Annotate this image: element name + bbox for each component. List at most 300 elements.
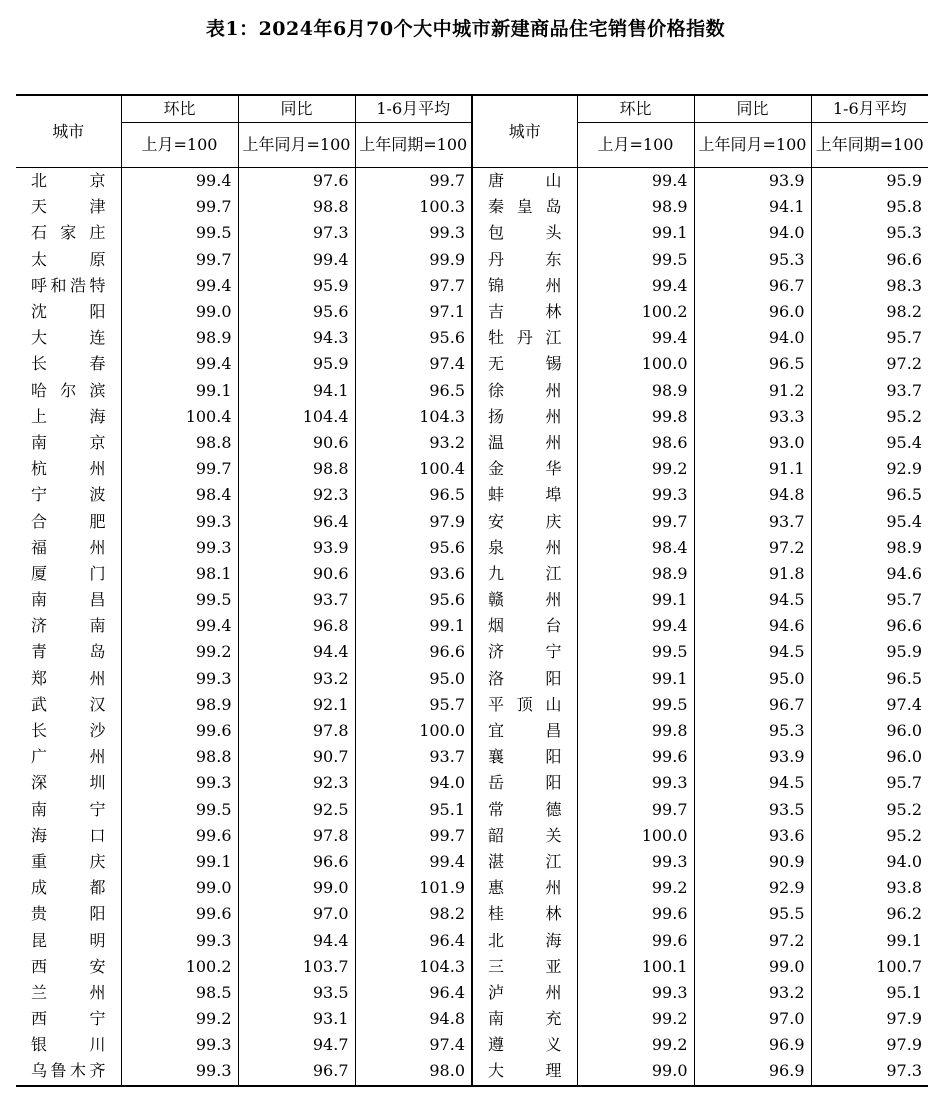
yoy-value-left: 104.4 <box>238 404 355 430</box>
avg-value-right: 96.0 <box>811 744 928 770</box>
header-avg-left: 1-6月平均 <box>355 95 472 123</box>
avg-value-right: 95.1 <box>811 980 928 1006</box>
city-name-left: 南昌 <box>31 590 106 610</box>
city-name-left: 长春 <box>31 354 106 374</box>
city-name-right: 丹东 <box>472 247 577 273</box>
mom-value-right: 99.3 <box>577 849 694 875</box>
city-name-right: 韶关 <box>472 823 577 849</box>
table-row <box>16 613 928 639</box>
yoy-value-right: 94.6 <box>694 613 811 639</box>
mom-value-left: 98.8 <box>121 744 238 770</box>
header-yoy-base-right: 上年同月=100 <box>694 123 811 168</box>
mom-value-right: 99.2 <box>577 1006 694 1032</box>
mom-value-right: 99.1 <box>577 666 694 692</box>
yoy-value-left: 98.8 <box>238 456 355 482</box>
yoy-value-left: 98.8 <box>238 194 355 220</box>
yoy-value-right: 94.0 <box>694 325 811 351</box>
mom-value-left: 99.3 <box>121 770 238 796</box>
table-title: 表1：2024年6月70个大中城市新建商品住宅销售价格指数 <box>205 18 726 40</box>
city-name-right: 南充 <box>472 1006 577 1032</box>
table-row <box>16 220 928 246</box>
avg-value-left: 94.8 <box>355 1006 472 1032</box>
city-name-right: 济宁 <box>472 639 577 665</box>
yoy-value-left: 103.7 <box>238 954 355 980</box>
avg-value-right: 96.5 <box>811 482 928 508</box>
avg-value-right: 100.7 <box>811 954 928 980</box>
avg-value-right: 95.7 <box>811 325 928 351</box>
city-name-right: 泉州 <box>472 535 577 561</box>
mom-value-left: 99.1 <box>121 849 238 875</box>
yoy-value-left: 92.5 <box>238 797 355 823</box>
table-row <box>16 561 928 587</box>
mom-value-left: 98.9 <box>121 325 238 351</box>
avg-value-right: 95.9 <box>811 168 928 195</box>
yoy-value-left: 99.0 <box>238 875 355 901</box>
table-row <box>16 587 928 613</box>
table-row <box>16 404 928 430</box>
city-name-right: 洛阳 <box>472 666 577 692</box>
table-row <box>16 927 928 953</box>
mom-value-right: 99.5 <box>577 247 694 273</box>
avg-value-left: 100.3 <box>355 194 472 220</box>
yoy-value-right: 96.0 <box>694 299 811 325</box>
mom-value-right: 99.4 <box>577 273 694 299</box>
mom-value-right: 99.5 <box>577 692 694 718</box>
mom-value-left: 99.2 <box>121 639 238 665</box>
city-name-right: 包头 <box>472 220 577 246</box>
avg-value-right: 96.5 <box>811 666 928 692</box>
city-name-left: 北京 <box>31 171 106 191</box>
avg-value-left: 95.6 <box>355 587 472 613</box>
mom-value-right: 99.3 <box>577 980 694 1006</box>
yoy-value-left: 92.3 <box>238 482 355 508</box>
yoy-value-left: 92.3 <box>238 770 355 796</box>
yoy-value-left: 90.6 <box>238 561 355 587</box>
city-name-left: 大连 <box>31 328 106 348</box>
avg-value-left: 97.9 <box>355 508 472 534</box>
avg-value-right: 96.0 <box>811 718 928 744</box>
header-avg-right: 1-6月平均 <box>811 95 928 123</box>
mom-value-right: 98.9 <box>577 378 694 404</box>
avg-value-right: 95.4 <box>811 508 928 534</box>
yoy-value-right: 96.9 <box>694 1058 811 1085</box>
mom-value-right: 99.3 <box>577 770 694 796</box>
city-name-right: 无锡 <box>472 351 577 377</box>
avg-value-left: 98.0 <box>355 1058 472 1085</box>
mom-value-right: 100.0 <box>577 351 694 377</box>
yoy-value-right: 96.7 <box>694 273 811 299</box>
yoy-value-right: 97.0 <box>694 1006 811 1032</box>
city-name-left: 上海 <box>31 406 106 426</box>
city-name-right: 唐山 <box>472 168 577 195</box>
yoy-value-left: 94.1 <box>238 378 355 404</box>
table-row <box>16 954 928 980</box>
yoy-value-left: 93.1 <box>238 1006 355 1032</box>
mom-value-left: 98.9 <box>121 692 238 718</box>
avg-value-right: 99.1 <box>811 927 928 953</box>
city-name-right: 九江 <box>472 561 577 587</box>
header-avg-base-left: 上年同期=100 <box>355 123 472 168</box>
price-index-table <box>16 94 928 1087</box>
avg-value-left: 99.7 <box>355 168 472 195</box>
table-row <box>16 718 928 744</box>
avg-value-right: 93.8 <box>811 875 928 901</box>
mom-value-left: 99.3 <box>121 927 238 953</box>
yoy-value-right: 96.7 <box>694 692 811 718</box>
table-row <box>16 273 928 299</box>
city-name-left: 合肥 <box>31 511 106 531</box>
table-body <box>16 168 928 1086</box>
avg-value-left: 96.5 <box>355 482 472 508</box>
city-name-left: 贵阳 <box>31 904 106 924</box>
mom-value-right: 100.0 <box>577 823 694 849</box>
yoy-value-right: 93.9 <box>694 744 811 770</box>
avg-value-right: 97.4 <box>811 692 928 718</box>
city-name-right: 平顶山 <box>472 692 577 718</box>
avg-value-right: 95.3 <box>811 220 928 246</box>
city-name-left: 沈阳 <box>31 302 106 322</box>
mom-value-left: 99.5 <box>121 587 238 613</box>
yoy-value-right: 93.3 <box>694 404 811 430</box>
table-row <box>16 666 928 692</box>
city-name-left: 海口 <box>31 825 106 845</box>
yoy-value-left: 92.1 <box>238 692 355 718</box>
avg-value-right: 94.6 <box>811 561 928 587</box>
mom-value-right: 98.9 <box>577 561 694 587</box>
table-row <box>16 1006 928 1032</box>
yoy-value-left: 94.3 <box>238 325 355 351</box>
city-name-left: 石家庄 <box>31 223 106 243</box>
city-name-left: 重庆 <box>31 851 106 871</box>
mom-value-left: 99.0 <box>121 875 238 901</box>
mom-value-right: 99.6 <box>577 744 694 770</box>
yoy-value-right: 91.1 <box>694 456 811 482</box>
mom-value-left: 99.3 <box>121 508 238 534</box>
city-name-right: 遵义 <box>472 1032 577 1058</box>
yoy-value-left: 99.4 <box>238 247 355 273</box>
city-name-left: 成都 <box>31 878 106 898</box>
mom-value-left: 100.4 <box>121 404 238 430</box>
avg-value-left: 98.2 <box>355 901 472 927</box>
table-row <box>16 849 928 875</box>
yoy-value-right: 97.2 <box>694 535 811 561</box>
table-row <box>16 1058 928 1085</box>
yoy-value-right: 92.9 <box>694 875 811 901</box>
yoy-value-left: 97.8 <box>238 718 355 744</box>
header-mom-base-right: 上月=100 <box>577 123 694 168</box>
mom-value-right: 99.8 <box>577 404 694 430</box>
city-name-right: 岳阳 <box>472 770 577 796</box>
city-name-right: 三亚 <box>472 954 577 980</box>
avg-value-right: 97.3 <box>811 1058 928 1085</box>
mom-value-left: 100.2 <box>121 954 238 980</box>
mom-value-left: 99.6 <box>121 718 238 744</box>
yoy-value-left: 95.9 <box>238 351 355 377</box>
yoy-value-right: 91.2 <box>694 378 811 404</box>
yoy-value-right: 95.0 <box>694 666 811 692</box>
mom-value-left: 99.7 <box>121 194 238 220</box>
table-row <box>16 456 928 482</box>
yoy-value-right: 93.9 <box>694 168 811 195</box>
avg-value-right: 97.9 <box>811 1006 928 1032</box>
avg-value-left: 95.6 <box>355 325 472 351</box>
yoy-value-right: 94.1 <box>694 194 811 220</box>
header-mom-left: 环比 <box>121 95 238 123</box>
avg-value-right: 96.2 <box>811 901 928 927</box>
mom-value-left: 99.0 <box>121 299 238 325</box>
yoy-value-left: 90.6 <box>238 430 355 456</box>
avg-value-right: 97.9 <box>811 1032 928 1058</box>
table-row <box>16 875 928 901</box>
header-avg-base-right: 上年同期=100 <box>811 123 928 168</box>
avg-value-left: 95.1 <box>355 797 472 823</box>
avg-value-left: 99.1 <box>355 613 472 639</box>
avg-value-right: 95.7 <box>811 770 928 796</box>
yoy-value-right: 93.2 <box>694 980 811 1006</box>
avg-value-left: 100.0 <box>355 718 472 744</box>
avg-value-right: 96.6 <box>811 247 928 273</box>
mom-value-right: 99.8 <box>577 718 694 744</box>
table-row <box>16 744 928 770</box>
city-name-left: 青岛 <box>31 642 106 662</box>
mom-value-left: 99.4 <box>121 168 238 195</box>
avg-value-right: 93.7 <box>811 378 928 404</box>
city-name-right: 北海 <box>472 927 577 953</box>
yoy-value-left: 96.4 <box>238 508 355 534</box>
city-name-right: 襄阳 <box>472 744 577 770</box>
mom-value-left: 98.5 <box>121 980 238 1006</box>
city-name-left: 长沙 <box>31 721 106 741</box>
table-row <box>16 692 928 718</box>
city-name-right: 泸州 <box>472 980 577 1006</box>
yoy-value-right: 93.6 <box>694 823 811 849</box>
avg-value-right: 95.2 <box>811 404 928 430</box>
mom-value-right: 99.4 <box>577 325 694 351</box>
city-name-right: 温州 <box>472 430 577 456</box>
mom-value-right: 98.6 <box>577 430 694 456</box>
yoy-value-left: 93.7 <box>238 587 355 613</box>
yoy-value-left: 93.2 <box>238 666 355 692</box>
header-yoy-right: 同比 <box>694 95 811 123</box>
city-name-left: 宁波 <box>31 485 106 505</box>
yoy-value-right: 95.3 <box>694 718 811 744</box>
yoy-value-right: 95.3 <box>694 247 811 273</box>
avg-value-left: 99.9 <box>355 247 472 273</box>
city-name-right: 宜昌 <box>472 718 577 744</box>
city-name-left: 乌鲁木齐 <box>16 1058 121 1085</box>
table-row <box>16 535 928 561</box>
yoy-value-right: 94.5 <box>694 770 811 796</box>
mom-value-left: 99.4 <box>121 613 238 639</box>
city-name-left: 广州 <box>31 747 106 767</box>
table-row <box>16 980 928 1006</box>
mom-value-left: 99.5 <box>121 797 238 823</box>
yoy-value-right: 93.0 <box>694 430 811 456</box>
mom-value-left: 99.3 <box>121 666 238 692</box>
city-name-left: 杭州 <box>31 459 106 479</box>
table-row <box>16 378 928 404</box>
avg-value-right: 95.7 <box>811 587 928 613</box>
yoy-value-left: 97.0 <box>238 901 355 927</box>
city-name-left: 昆明 <box>31 930 106 950</box>
mom-value-right: 99.1 <box>577 587 694 613</box>
yoy-value-left: 93.9 <box>238 535 355 561</box>
header-mom-base-left: 上月=100 <box>121 123 238 168</box>
mom-value-right: 99.5 <box>577 639 694 665</box>
mom-value-right: 99.2 <box>577 1032 694 1058</box>
yoy-value-right: 91.8 <box>694 561 811 587</box>
yoy-value-right: 99.0 <box>694 954 811 980</box>
mom-value-right: 99.1 <box>577 220 694 246</box>
yoy-value-left: 97.3 <box>238 220 355 246</box>
city-name-right: 徐州 <box>472 378 577 404</box>
city-name-right: 金华 <box>472 456 577 482</box>
city-name-left: 南京 <box>31 432 106 452</box>
city-name-left: 南宁 <box>31 799 106 819</box>
avg-value-left: 99.3 <box>355 220 472 246</box>
yoy-value-left: 96.7 <box>238 1058 355 1085</box>
city-name-left: 哈尔滨 <box>31 380 106 400</box>
avg-value-left: 95.7 <box>355 692 472 718</box>
city-name-right: 锦州 <box>472 273 577 299</box>
table-row <box>16 901 928 927</box>
avg-value-right: 98.9 <box>811 535 928 561</box>
city-name-left: 太原 <box>31 249 106 269</box>
avg-value-right: 98.3 <box>811 273 928 299</box>
yoy-value-left: 97.6 <box>238 168 355 195</box>
mom-value-left: 99.3 <box>121 1058 238 1085</box>
avg-value-right: 92.9 <box>811 456 928 482</box>
city-name-right: 赣州 <box>472 587 577 613</box>
header-mom-right: 环比 <box>577 95 694 123</box>
table-row <box>16 430 928 456</box>
table-row <box>16 325 928 351</box>
mom-value-left: 99.5 <box>121 220 238 246</box>
mom-value-right: 100.2 <box>577 299 694 325</box>
table-row <box>16 823 928 849</box>
city-name-left: 厦门 <box>31 563 106 583</box>
avg-value-right: 95.2 <box>811 797 928 823</box>
yoy-value-right: 93.5 <box>694 797 811 823</box>
avg-value-left: 95.0 <box>355 666 472 692</box>
city-name-right: 牡丹江 <box>472 325 577 351</box>
city-name-right: 桂林 <box>472 901 577 927</box>
table-row <box>16 299 928 325</box>
avg-value-right: 94.0 <box>811 849 928 875</box>
yoy-value-left: 96.6 <box>238 849 355 875</box>
yoy-value-right: 95.5 <box>694 901 811 927</box>
yoy-value-left: 90.7 <box>238 744 355 770</box>
yoy-value-left: 94.4 <box>238 639 355 665</box>
city-name-left: 天津 <box>31 197 106 217</box>
yoy-value-left: 95.6 <box>238 299 355 325</box>
mom-value-right: 98.4 <box>577 535 694 561</box>
mom-value-left: 99.6 <box>121 823 238 849</box>
table-row <box>16 1032 928 1058</box>
yoy-value-right: 94.5 <box>694 639 811 665</box>
mom-value-left: 99.7 <box>121 456 238 482</box>
mom-value-right: 99.3 <box>577 482 694 508</box>
mom-value-right: 99.4 <box>577 613 694 639</box>
table-row <box>16 482 928 508</box>
city-name-right: 烟台 <box>472 613 577 639</box>
city-name-left: 西安 <box>31 956 106 976</box>
avg-value-left: 93.2 <box>355 430 472 456</box>
avg-value-left: 97.1 <box>355 299 472 325</box>
avg-value-left: 96.5 <box>355 378 472 404</box>
mom-value-left: 99.7 <box>121 247 238 273</box>
avg-value-left: 99.7 <box>355 823 472 849</box>
yoy-value-right: 94.8 <box>694 482 811 508</box>
city-name-right: 秦皇岛 <box>472 194 577 220</box>
mom-value-right: 99.2 <box>577 456 694 482</box>
mom-value-left: 98.8 <box>121 430 238 456</box>
city-name-left: 呼和浩特 <box>31 275 106 295</box>
city-name-right: 吉林 <box>472 299 577 325</box>
yoy-value-right: 97.2 <box>694 927 811 953</box>
avg-value-left: 97.4 <box>355 351 472 377</box>
header-city-right: 城市 <box>472 95 577 168</box>
table-row <box>16 194 928 220</box>
mom-value-right: 99.7 <box>577 508 694 534</box>
header-yoy-base-left: 上年同月=100 <box>238 123 355 168</box>
mom-value-right: 99.6 <box>577 927 694 953</box>
city-name-left: 郑州 <box>31 668 106 688</box>
mom-value-right: 99.0 <box>577 1058 694 1085</box>
mom-value-right: 99.7 <box>577 797 694 823</box>
mom-value-left: 99.1 <box>121 378 238 404</box>
mom-value-left: 98.1 <box>121 561 238 587</box>
avg-value-right: 96.6 <box>811 613 928 639</box>
city-name-left: 武汉 <box>31 694 106 714</box>
yoy-value-right: 94.0 <box>694 220 811 246</box>
avg-value-left: 101.9 <box>355 875 472 901</box>
mom-value-right: 99.6 <box>577 901 694 927</box>
city-name-right: 湛江 <box>472 849 577 875</box>
city-name-left: 银川 <box>31 1035 106 1055</box>
avg-value-left: 100.4 <box>355 456 472 482</box>
avg-value-left: 104.3 <box>355 404 472 430</box>
mom-value-left: 99.4 <box>121 351 238 377</box>
avg-value-right: 98.2 <box>811 299 928 325</box>
city-name-left: 兰州 <box>31 982 106 1002</box>
avg-value-right: 95.9 <box>811 639 928 665</box>
table-row <box>16 508 928 534</box>
table-row <box>16 639 928 665</box>
yoy-value-right: 90.9 <box>694 849 811 875</box>
avg-value-left: 99.4 <box>355 849 472 875</box>
yoy-value-left: 94.7 <box>238 1032 355 1058</box>
mom-value-right: 98.9 <box>577 194 694 220</box>
mom-value-right: 100.1 <box>577 954 694 980</box>
avg-value-right: 95.4 <box>811 430 928 456</box>
mom-value-left: 99.4 <box>121 273 238 299</box>
yoy-value-right: 96.5 <box>694 351 811 377</box>
yoy-value-right: 96.9 <box>694 1032 811 1058</box>
city-name-right: 大理 <box>472 1058 577 1085</box>
city-name-right: 扬州 <box>472 404 577 430</box>
city-name-left: 西宁 <box>31 1009 106 1029</box>
city-name-left: 深圳 <box>31 773 106 793</box>
mom-value-left: 99.3 <box>121 535 238 561</box>
avg-value-right: 95.8 <box>811 194 928 220</box>
mom-value-left: 98.4 <box>121 482 238 508</box>
yoy-value-right: 94.5 <box>694 587 811 613</box>
mom-value-left: 99.2 <box>121 1006 238 1032</box>
yoy-value-left: 95.9 <box>238 273 355 299</box>
table-row <box>16 168 928 195</box>
avg-value-left: 96.6 <box>355 639 472 665</box>
